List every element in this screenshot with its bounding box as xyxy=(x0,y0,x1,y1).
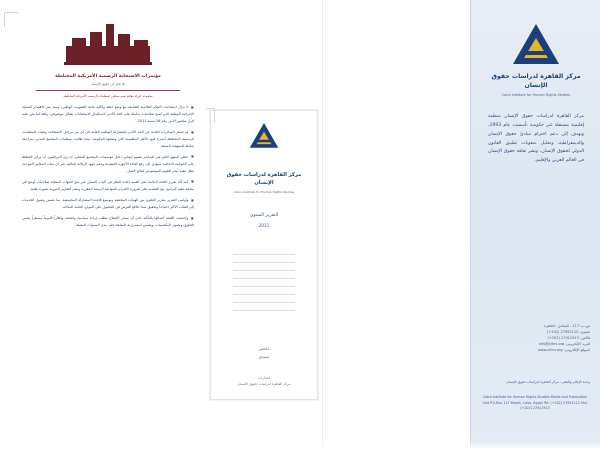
title-page xyxy=(210,110,318,400)
contact-line: البريد الإلكتروني: info@cihrs.org xyxy=(538,342,590,347)
title-page-org-en: Cairo Institute for Human Rights Studies xyxy=(233,189,295,194)
page-subtitle: بلا دفاع عن حقوق الإنسان xyxy=(90,82,126,87)
page-caption: مجموعة خبراء مؤقتة تضم ممثلين لمنظمات الرسمية الأمريكية المختلطة xyxy=(63,94,153,99)
decorative-rules xyxy=(219,254,309,311)
title-page-org-ar: مركز القاهرة لدراسات حقوق الإنسان xyxy=(226,172,302,187)
body-text xyxy=(18,104,198,229)
paragraph: ■ حظي المنهج العام غير المباشر بتقييم إيجابي داخل مؤسسات المجتمع المحلي، إذ يرى المراقبون أن تركيز الخطط على الحوكمة الداخلية سيؤدي إلى رفع كفاءة الأجهزة التنفيذية ودعم جهود الرقابة المالية، غير أن غياب المعايير الموحدة يظل عقبة أمام التقييم الموضوعي لنتائج العمل. xyxy=(22,154,194,174)
report-year: 2011 xyxy=(258,222,270,228)
department-en-line: P.O.Box 117 Maadi, Cairo, Egypt xyxy=(490,400,543,405)
department-en-line: Tel: (+202) 27951112 xyxy=(543,400,580,405)
organization-name-en: Cairo Institute for Human Rights Studies xyxy=(501,92,571,97)
back-cover-panel xyxy=(470,0,600,450)
contact-line: تليفون: 27951112 (202+) xyxy=(547,330,590,335)
pyramid-logo-icon xyxy=(250,123,279,148)
content-page xyxy=(10,18,206,438)
pyramid-logo-icon xyxy=(513,24,559,64)
contact-line: ص.ب: 117 ـ المعادي ـ القاهرة xyxy=(544,324,590,329)
paragraph: ■ وأوصى التقرير بتعزيز التعاون بين الهيئات المختصة وتوسيع قاعدة المشاركة المجتمعية، بما يضمن وصول الخدمات إلى الفئات الأكثر احتياجاً وتحقيق مبدأ تكافؤ الفرص في الحصول على الموارد العامة المتاحة. xyxy=(22,197,194,211)
paragraph: ■ واختتمت اللجنة أعمالها بالتأكيد على أن مسار الإصلاح يتطلب إرادة سياسية واضحة، وإطاراً قانونياً مستقراً يحمي الحقوق ويصون المكتسبات، ويضمن استمرارية المتابعة على مدى السنوات المقبلة. xyxy=(22,215,194,229)
organization-name-ar: مركز القاهرة لدراسات حقوق الإنسان xyxy=(491,73,581,90)
title-page-note xyxy=(219,345,309,363)
spine-divider xyxy=(322,0,323,450)
title-page-note-line: تنفيذي xyxy=(258,354,270,360)
department-en-block xyxy=(480,395,590,412)
department-en-line: Cairo Institute for Human Rights Studies xyxy=(483,395,550,400)
contact-block xyxy=(480,324,590,354)
department-en-line: Media and Publication Unit xyxy=(482,395,587,405)
cover-blurb: مركز القاهرة لدراسات حقوق الإنسان منظمة إقليمية مستقلة غير حكومية تأسست عام 1993، وتهدف إلى دعم احترام مبادئ حقوق الإنسان والديمقراطية، وتحليل صعوبات تطبيق القانون الدولي لحقوق الإنسان، ونشر ثقافة حقوق الإنسان في العالم العربي والإقليم. xyxy=(488,114,584,163)
footer-line: إصدارات xyxy=(257,375,271,380)
title-page-note-line: ملخص xyxy=(258,345,270,351)
report-title: التقرير السنوي xyxy=(249,212,279,218)
paragraph: ■ لم تسفر المبادرات العامة عن الحد الأدنى للمشاركة الوطنية العامة في أي من مراحل الاستجابة، وبقيت المنظمات الرسمية المختلطة أسيرة قيود الأطر التنظيمية التي وضعتها الحكومة، بينما طالبت منظمات المجتمع المدني بمراجعة شاملة للمنهجية المتبعة. xyxy=(22,129,194,149)
department-ar: وحدة الإعلام والنشر ـ مركز القاهرة لدراسات حقوق الإنسان xyxy=(506,380,590,385)
contact-line: الموقع الإلكتروني: www.cihrs.org xyxy=(538,348,590,353)
divider xyxy=(36,90,180,91)
title-page-footer xyxy=(219,375,309,387)
contact-line: فاكس: 27921913 (202+) xyxy=(547,336,590,341)
page-shadow xyxy=(0,440,600,450)
paragraph: ■ كما أكد تقرير اللجنة الدائمة على أهمية إعادة النظر في آليات التمثيل عبر منح الجهات المحلية صلاحيات أوسع في متابعة تنفيذ البرامج، مع التشديد على ضرورة الالتزام بالمواعيد الزمنية المقررة ونشر التقارير الدورية بصورة علنية. xyxy=(22,179,194,193)
page-title: مؤتمرات الاستجابة الرسمية الأمريكية المختلطة xyxy=(55,74,161,79)
castle-crest-icon xyxy=(62,24,154,70)
department-en-line: Fax: (+202) 27921913 xyxy=(520,400,588,411)
footer-line: مركز القاهرة لدراسات حقوق الإنسان xyxy=(237,381,291,386)
paragraph: ■ لا تزال استجابات الحكم العالمية الشاملة مع وضع خطة وكالية عامة للتصويت الوطني، ومما يثير الاهتمام العملية الإجرائية الوطنية التي تُمنح صلاحيات شاملة على الحد الأدنى لاستكمال الاستجابات بشكل موضوعي، وفقاً لما نص عليه قرار مجلس الأمن رقم 16 لسنة 2011. xyxy=(22,104,194,124)
